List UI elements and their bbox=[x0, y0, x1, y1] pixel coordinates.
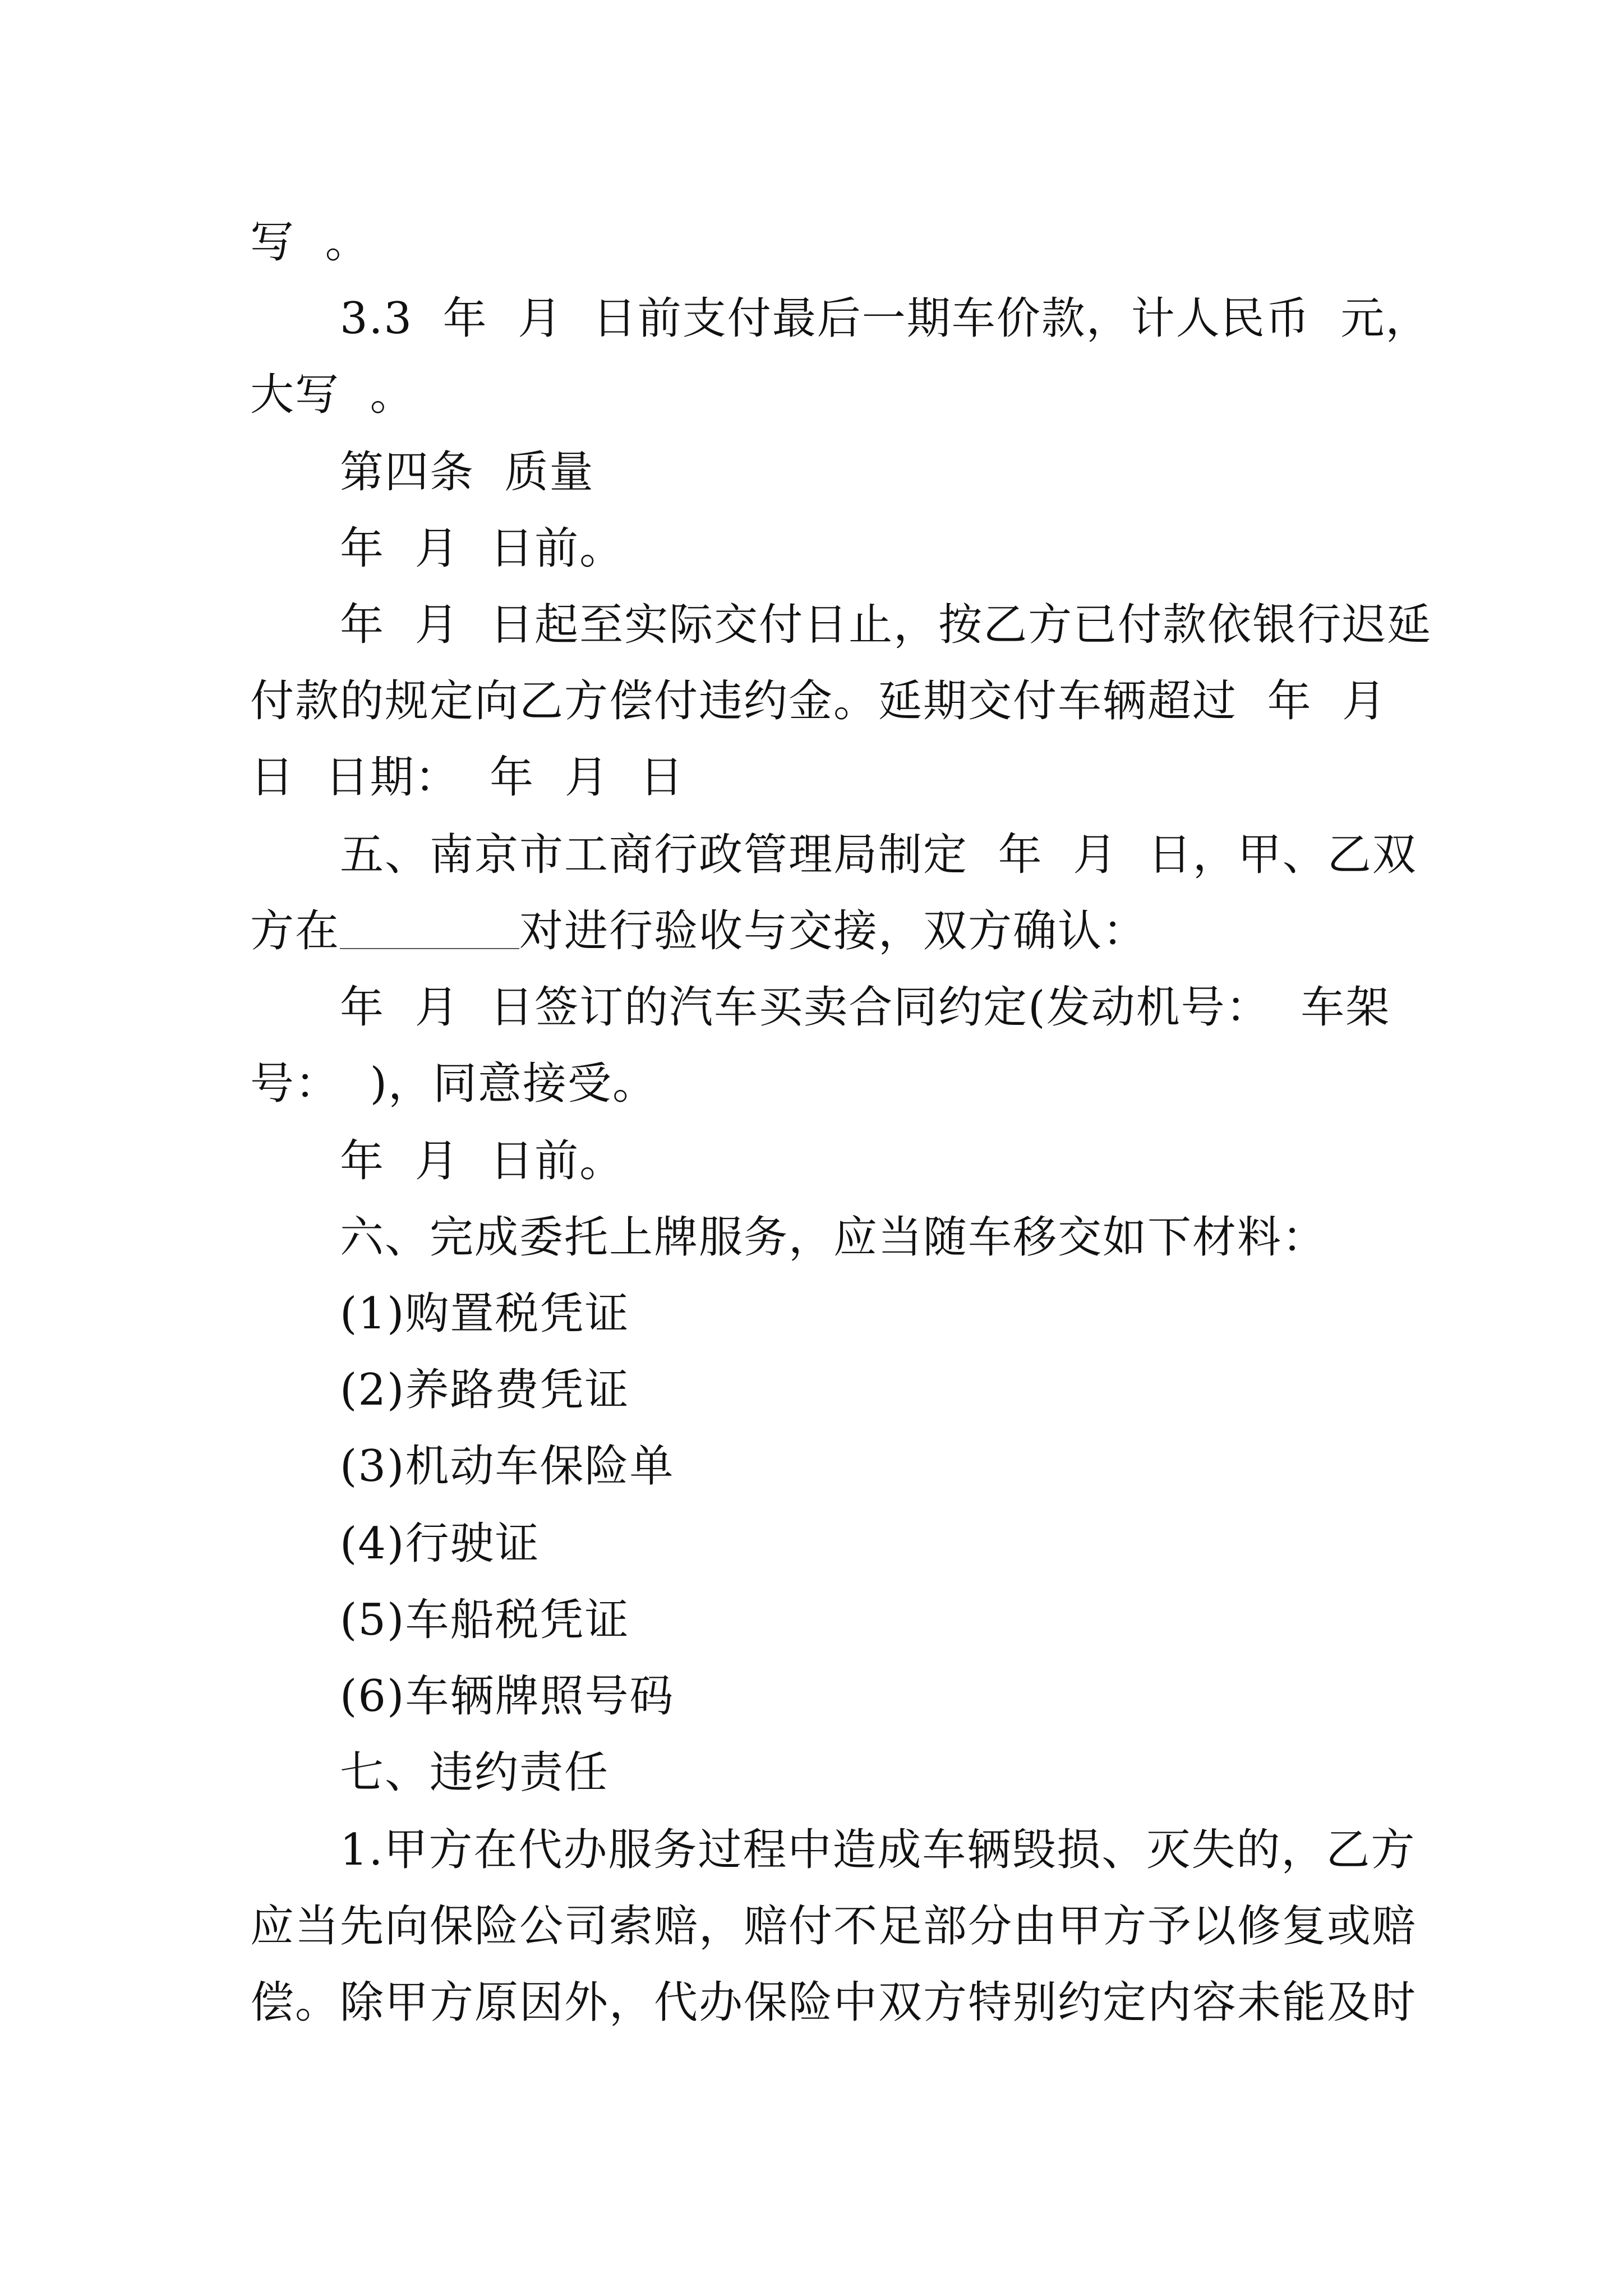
list-item: (2)养路费凭证 bbox=[340, 1365, 630, 1415]
text-line: 付款的规定向乙方偿付违约金。延期交付车辆超过 年 月 bbox=[250, 676, 1387, 726]
text-line: 年 月 日前。 bbox=[340, 1136, 625, 1186]
text-line bbox=[250, 903, 1147, 959]
list-item: (5)车船税凭证 bbox=[340, 1595, 630, 1645]
section-heading: 第四条 质量 bbox=[340, 447, 594, 498]
text-fragment: 方在 bbox=[250, 906, 340, 956]
text-line: 年 月 日签订的汽车买卖合同约定(发动机号： 车架 bbox=[340, 982, 1391, 1033]
text-line: 3.3 年 月 日前支付最后一期车价款，计人民币 元， bbox=[340, 293, 1431, 344]
text-fragment: 对进行验收与交接，双方确认： bbox=[519, 906, 1148, 956]
text-line: 应当先向保险公司索赔，赔付不足部分由甲方予以修复或赔 bbox=[250, 1901, 1417, 1952]
text-line: 号： )，同意接受。 bbox=[250, 1059, 658, 1109]
fill-in-blank bbox=[340, 909, 519, 949]
section-heading: 六、完成委托上牌服务，应当随车移交如下材料： bbox=[340, 1212, 1327, 1263]
section-heading: 七、违约责任 bbox=[340, 1747, 610, 1798]
list-item: (4)行驶证 bbox=[340, 1519, 540, 1569]
list-item: (6)车辆牌照号码 bbox=[340, 1671, 675, 1722]
text-line: 五、南京市工商行政管理局制定 年 月 日，甲、乙双 bbox=[340, 830, 1417, 880]
text-line: 年 月 日前。 bbox=[340, 523, 625, 574]
text-line: 年 月 日起至实际交付日止，按乙方已付款依银行迟延 bbox=[340, 600, 1432, 650]
list-item: (1)购置税凭证 bbox=[340, 1289, 630, 1339]
text-line: 写 。 bbox=[250, 217, 370, 268]
list-item: (3)机动车保险单 bbox=[340, 1441, 675, 1492]
text-line: 偿。除甲方原因外，代办保险中双方特别约定内容未能及时 bbox=[250, 1977, 1417, 2028]
text-line: 1.甲方在代办服务过程中造成车辆毁损、灭失的，乙方 bbox=[340, 1825, 1416, 1875]
text-line: 大写 。 bbox=[250, 370, 415, 420]
text-line: 日 日期： 年 月 日 bbox=[250, 752, 685, 803]
